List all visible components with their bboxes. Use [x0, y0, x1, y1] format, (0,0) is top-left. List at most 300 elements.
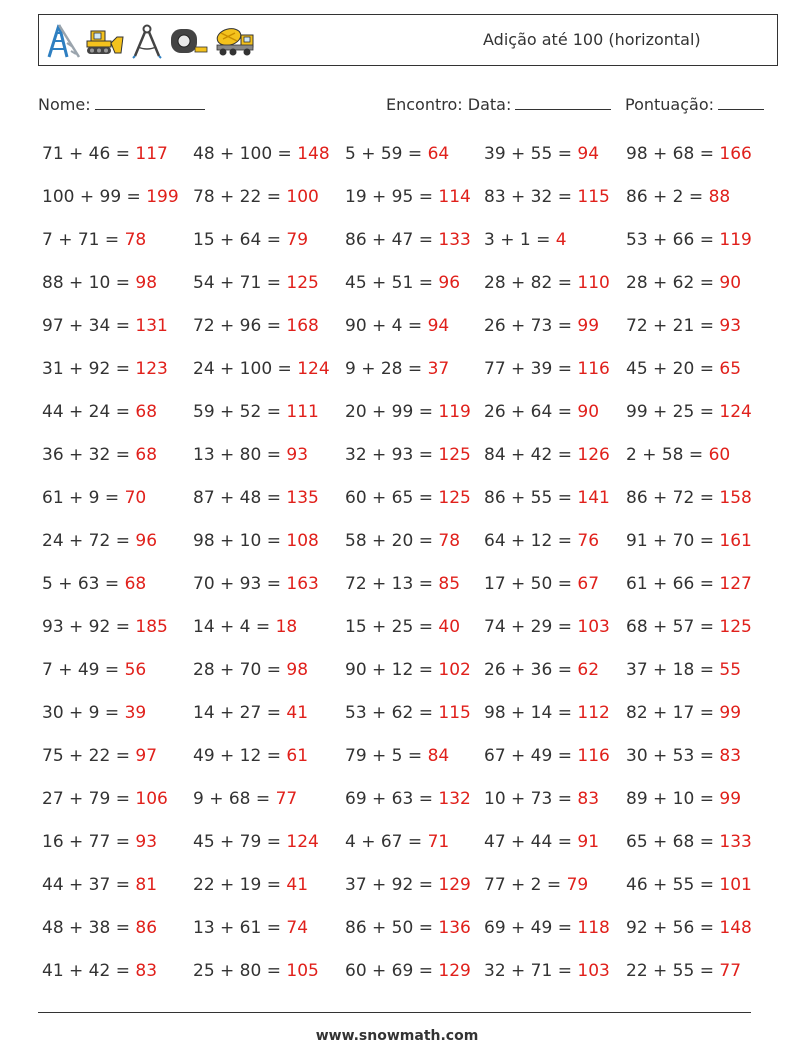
- problem-answer: 106: [135, 789, 168, 809]
- problem-item: [484, 262, 610, 305]
- problem-expression: 72 + 13 =: [345, 574, 433, 594]
- problem-row: [42, 950, 772, 993]
- problem-answer: 124: [297, 359, 330, 379]
- problem-answer: 68: [135, 445, 158, 465]
- icon-strip: [45, 21, 257, 61]
- problem-item: [626, 606, 752, 649]
- problem-item: [42, 434, 157, 477]
- problem-expression: 64 + 12 =: [484, 531, 572, 551]
- problem-item: [345, 821, 449, 864]
- problem-item: [626, 520, 752, 563]
- problem-expression: 37 + 92 =: [345, 875, 433, 895]
- header-box: [38, 14, 778, 66]
- problem-answer: 85: [438, 574, 461, 594]
- problem-item: [193, 133, 330, 176]
- problem-row: [42, 907, 772, 950]
- problem-answer: 103: [577, 961, 610, 981]
- problem-item: [193, 735, 308, 778]
- problem-item: [626, 348, 741, 391]
- problem-row: [42, 735, 772, 778]
- problem-answer: 94: [577, 144, 600, 164]
- problem-item: [193, 649, 308, 692]
- problem-expression: 86 + 72 =: [626, 488, 714, 508]
- problem-expression: 32 + 93 =: [345, 445, 433, 465]
- problem-expression: 61 + 9 =: [42, 488, 120, 508]
- problem-answer: 123: [135, 359, 168, 379]
- problem-item: [626, 864, 752, 907]
- problem-item: [484, 520, 599, 563]
- problem-item: [626, 391, 752, 434]
- problem-answer: 62: [577, 660, 600, 680]
- problem-answer: 168: [286, 316, 319, 336]
- problem-answer: 100: [286, 187, 319, 207]
- problem-answer: 105: [286, 961, 319, 981]
- problem-answer: 129: [438, 875, 471, 895]
- problem-answer: 78: [438, 531, 461, 551]
- problem-row: [42, 348, 772, 391]
- problem-expression: 13 + 80 =: [193, 445, 281, 465]
- problem-item: [626, 305, 741, 348]
- problem-expression: 9 + 28 =: [345, 359, 423, 379]
- problem-item: [484, 778, 599, 821]
- problem-answer: 98: [135, 273, 158, 293]
- problem-item: [484, 864, 588, 907]
- problem-item: [345, 950, 471, 993]
- problem-expression: 26 + 36 =: [484, 660, 572, 680]
- problem-item: [345, 606, 460, 649]
- problem-answer: 71: [427, 832, 450, 852]
- problem-item: [42, 348, 168, 391]
- problem-answer: 108: [286, 531, 319, 551]
- problem-expression: 70 + 93 =: [193, 574, 281, 594]
- problem-answer: 91: [577, 832, 600, 852]
- problem-answer: 41: [286, 703, 309, 723]
- problem-answer: 125: [719, 617, 752, 637]
- problem-answer: 110: [577, 273, 610, 293]
- problem-answer: 93: [719, 316, 742, 336]
- problem-expression: 100 + 99 =: [42, 187, 141, 207]
- problem-expression: 14 + 27 =: [193, 703, 281, 723]
- problem-expression: 93 + 92 =: [42, 617, 130, 637]
- problem-expression: 36 + 32 =: [42, 445, 130, 465]
- problem-item: [193, 606, 297, 649]
- problem-expression: 7 + 49 =: [42, 660, 120, 680]
- problem-answer: 125: [286, 273, 319, 293]
- problem-item: [42, 821, 157, 864]
- problem-expression: 10 + 73 =: [484, 789, 572, 809]
- problem-answer: 79: [286, 230, 309, 250]
- problem-expression: 88 + 10 =: [42, 273, 130, 293]
- problem-expression: 15 + 25 =: [345, 617, 433, 637]
- problem-answer: 127: [719, 574, 752, 594]
- problem-answer: 129: [438, 961, 471, 981]
- problem-answer: 199: [146, 187, 179, 207]
- problem-expression: 44 + 37 =: [42, 875, 130, 895]
- problem-answer: 158: [719, 488, 752, 508]
- problem-expression: 14 + 4 =: [193, 617, 271, 637]
- problem-item: [345, 649, 471, 692]
- problem-item: [345, 563, 460, 606]
- problem-answer: 61: [286, 746, 309, 766]
- footer-divider: [38, 1012, 751, 1013]
- problem-expression: 83 + 32 =: [484, 187, 572, 207]
- problem-item: [42, 133, 168, 176]
- problem-expression: 98 + 10 =: [193, 531, 281, 551]
- problem-expression: 86 + 50 =: [345, 918, 433, 938]
- score-field: [625, 93, 764, 115]
- problem-expression: 41 + 42 =: [42, 961, 130, 981]
- problem-item: [345, 133, 449, 176]
- problem-expression: 58 + 20 =: [345, 531, 433, 551]
- problem-answer: 78: [124, 230, 147, 250]
- problem-item: [626, 821, 752, 864]
- problem-answer: 55: [719, 660, 742, 680]
- problem-row: [42, 821, 772, 864]
- problem-item: [345, 864, 471, 907]
- problem-answer: 116: [577, 746, 610, 766]
- problem-item: [42, 219, 146, 262]
- problem-item: [193, 520, 319, 563]
- problem-expression: 13 + 61 =: [193, 918, 281, 938]
- problem-expression: 60 + 69 =: [345, 961, 433, 981]
- problem-expression: 68 + 57 =: [626, 617, 714, 637]
- problem-answer: 124: [719, 402, 752, 422]
- name-label: Nome:: [38, 95, 91, 114]
- problem-item: [626, 219, 752, 262]
- problem-answer: 133: [438, 230, 471, 250]
- problem-item: [345, 176, 471, 219]
- problem-answer: 161: [719, 531, 752, 551]
- problem-item: [42, 477, 146, 520]
- problem-expression: 37 + 18 =: [626, 660, 714, 680]
- problem-answer: 101: [719, 875, 752, 895]
- bulldozer-icon: [85, 23, 125, 59]
- problem-answer: 136: [438, 918, 471, 938]
- problem-expression: 82 + 17 =: [626, 703, 714, 723]
- problem-expression: 59 + 52 =: [193, 402, 281, 422]
- problem-expression: 24 + 100 =: [193, 359, 292, 379]
- problem-answer: 79: [566, 875, 589, 895]
- problem-expression: 24 + 72 =: [42, 531, 130, 551]
- problem-answer: 163: [286, 574, 319, 594]
- problem-answer: 4: [555, 230, 567, 250]
- problem-item: [484, 649, 599, 692]
- problem-answer: 133: [719, 832, 752, 852]
- problem-row: [42, 434, 772, 477]
- problem-item: [484, 907, 610, 950]
- problem-expression: 89 + 10 =: [626, 789, 714, 809]
- problem-item: [193, 305, 319, 348]
- problem-item: [193, 864, 308, 907]
- problem-item: [484, 950, 610, 993]
- problem-expression: 69 + 49 =: [484, 918, 572, 938]
- problem-expression: 91 + 70 =: [626, 531, 714, 551]
- cement-mixer-truck-icon: [213, 23, 257, 59]
- problem-item: [193, 778, 297, 821]
- problem-expression: 90 + 4 =: [345, 316, 423, 336]
- problem-item: [345, 305, 449, 348]
- problem-answer: 40: [438, 617, 461, 637]
- problem-expression: 90 + 12 =: [345, 660, 433, 680]
- problem-item: [193, 219, 308, 262]
- problem-answer: 93: [286, 445, 309, 465]
- problem-answer: 112: [577, 703, 610, 723]
- problem-expression: 71 + 46 =: [42, 144, 130, 164]
- problem-answer: 90: [719, 273, 742, 293]
- problem-row: [42, 477, 772, 520]
- problem-answer: 102: [438, 660, 471, 680]
- problem-item: [42, 907, 157, 950]
- problem-answer: 84: [427, 746, 450, 766]
- problem-item: [484, 606, 610, 649]
- problem-answer: 74: [286, 918, 309, 938]
- problem-expression: 19 + 95 =: [345, 187, 433, 207]
- name-field: [38, 93, 205, 115]
- problem-item: [42, 649, 146, 692]
- problem-answer: 83: [577, 789, 600, 809]
- problem-item: [42, 692, 146, 735]
- problem-item: [345, 735, 449, 778]
- problem-expression: 84 + 42 =: [484, 445, 572, 465]
- problem-item: [193, 262, 319, 305]
- problem-item: [626, 778, 741, 821]
- problem-answer: 125: [438, 445, 471, 465]
- problem-item: [484, 133, 599, 176]
- meeting-date-field: [386, 93, 611, 115]
- problem-answer: 119: [438, 402, 471, 422]
- problem-expression: 45 + 51 =: [345, 273, 433, 293]
- problem-item: [42, 735, 157, 778]
- problem-answer: 37: [427, 359, 450, 379]
- problem-row: [42, 219, 772, 262]
- problem-item: [626, 262, 741, 305]
- problem-item: [345, 907, 471, 950]
- problem-row: [42, 520, 772, 563]
- problem-item: [193, 348, 330, 391]
- problem-item: [42, 520, 157, 563]
- problem-answer: 77: [719, 961, 742, 981]
- problem-item: [42, 778, 168, 821]
- problem-expression: 26 + 64 =: [484, 402, 572, 422]
- problem-expression: 28 + 62 =: [626, 273, 714, 293]
- problem-row: [42, 606, 772, 649]
- problem-item: [484, 692, 610, 735]
- problem-answer: 83: [719, 746, 742, 766]
- problem-answer: 131: [135, 316, 168, 336]
- problem-expression: 74 + 29 =: [484, 617, 572, 637]
- problem-answer: 114: [438, 187, 471, 207]
- problem-answer: 185: [135, 617, 168, 637]
- problem-answer: 99: [719, 703, 742, 723]
- problem-item: [193, 950, 319, 993]
- drafting-compass-icon: [129, 23, 165, 59]
- problem-answer: 68: [124, 574, 147, 594]
- problem-row: [42, 649, 772, 692]
- score-line: [718, 93, 764, 110]
- problem-expression: 5 + 59 =: [345, 144, 423, 164]
- problem-expression: 60 + 65 =: [345, 488, 433, 508]
- problem-answer: 77: [275, 789, 298, 809]
- problem-item: [484, 735, 610, 778]
- problem-row: [42, 133, 772, 176]
- problem-answer: 97: [135, 746, 158, 766]
- problem-expression: 92 + 56 =: [626, 918, 714, 938]
- problem-answer: 166: [719, 144, 752, 164]
- problem-answer: 125: [438, 488, 471, 508]
- problem-answer: 70: [124, 488, 147, 508]
- problem-expression: 75 + 22 =: [42, 746, 130, 766]
- problem-expression: 98 + 68 =: [626, 144, 714, 164]
- problem-item: [345, 219, 471, 262]
- problem-row: [42, 305, 772, 348]
- problem-item: [193, 434, 308, 477]
- problem-expression: 30 + 53 =: [626, 746, 714, 766]
- problem-item: [42, 563, 146, 606]
- problem-item: [484, 477, 610, 520]
- problem-answer: 119: [719, 230, 752, 250]
- problem-answer: 99: [577, 316, 600, 336]
- problem-answer: 124: [286, 832, 319, 852]
- problem-item: [626, 735, 741, 778]
- problem-expression: 2 + 58 =: [626, 445, 704, 465]
- problem-expression: 46 + 55 =: [626, 875, 714, 895]
- score-label: Pontuação:: [625, 95, 715, 114]
- problem-answer: 126: [577, 445, 610, 465]
- problem-item: [193, 821, 319, 864]
- problem-expression: 3 + 1 =: [484, 230, 551, 250]
- problem-item: [193, 692, 308, 735]
- problem-item: [193, 176, 319, 219]
- problem-expression: 99 + 25 =: [626, 402, 714, 422]
- problem-item: [484, 348, 610, 391]
- problem-item: [626, 950, 741, 993]
- problem-answer: 94: [427, 316, 450, 336]
- problem-expression: 54 + 71 =: [193, 273, 281, 293]
- problem-expression: 15 + 64 =: [193, 230, 281, 250]
- problem-answer: 93: [135, 832, 158, 852]
- problem-answer: 135: [286, 488, 319, 508]
- problem-answer: 67: [577, 574, 600, 594]
- problem-item: [345, 434, 471, 477]
- problem-answer: 68: [135, 402, 158, 422]
- footer-url: www.snowmath.com: [315, 1028, 479, 1044]
- problem-expression: 31 + 92 =: [42, 359, 130, 379]
- problem-expression: 72 + 96 =: [193, 316, 281, 336]
- problem-expression: 67 + 49 =: [484, 746, 572, 766]
- problem-expression: 28 + 70 =: [193, 660, 281, 680]
- problem-expression: 86 + 55 =: [484, 488, 572, 508]
- problem-item: [484, 176, 610, 219]
- problem-expression: 44 + 24 =: [42, 402, 130, 422]
- problem-answer: 81: [135, 875, 158, 895]
- problem-expression: 48 + 100 =: [193, 144, 292, 164]
- worksheet-title: Adição até 100 (horizontal): [483, 30, 701, 49]
- problem-expression: 79 + 5 =: [345, 746, 423, 766]
- problem-expression: 65 + 68 =: [626, 832, 714, 852]
- problem-answer: 86: [135, 918, 158, 938]
- problem-expression: 69 + 63 =: [345, 789, 433, 809]
- problem-answer: 148: [719, 918, 752, 938]
- problem-item: [626, 563, 752, 606]
- problem-expression: 30 + 9 =: [42, 703, 120, 723]
- problem-item: [626, 176, 730, 219]
- problem-expression: 9 + 68 =: [193, 789, 271, 809]
- problem-answer: 99: [719, 789, 742, 809]
- problem-expression: 22 + 55 =: [626, 961, 714, 981]
- date-line: [515, 93, 611, 110]
- problem-answer: 41: [286, 875, 309, 895]
- problem-expression: 86 + 2 =: [626, 187, 704, 207]
- problem-answer: 118: [577, 918, 610, 938]
- problem-item: [42, 864, 157, 907]
- problem-expression: 61 + 66 =: [626, 574, 714, 594]
- problem-item: [345, 477, 471, 520]
- problem-expression: 25 + 80 =: [193, 961, 281, 981]
- problem-expression: 53 + 66 =: [626, 230, 714, 250]
- problem-item: [193, 477, 319, 520]
- problem-item: [42, 262, 157, 305]
- problem-row: [42, 262, 772, 305]
- problem-row: [42, 778, 772, 821]
- problem-item: [42, 305, 168, 348]
- problem-expression: 17 + 50 =: [484, 574, 572, 594]
- problem-item: [626, 649, 741, 692]
- problem-expression: 16 + 77 =: [42, 832, 130, 852]
- problem-expression: 26 + 73 =: [484, 316, 572, 336]
- problem-answer: 90: [577, 402, 600, 422]
- problem-item: [345, 391, 471, 434]
- problem-item: [626, 692, 741, 735]
- problem-expression: 72 + 21 =: [626, 316, 714, 336]
- problem-expression: 39 + 55 =: [484, 144, 572, 164]
- problem-answer: 103: [577, 617, 610, 637]
- problem-item: [42, 176, 179, 219]
- problem-answer: 96: [438, 273, 461, 293]
- problem-expression: 48 + 38 =: [42, 918, 130, 938]
- problem-item: [42, 950, 157, 993]
- problem-answer: 141: [577, 488, 610, 508]
- problem-expression: 86 + 47 =: [345, 230, 433, 250]
- name-line: [95, 93, 205, 110]
- problem-expression: 53 + 62 =: [345, 703, 433, 723]
- problem-answer: 88: [708, 187, 731, 207]
- problem-answer: 132: [438, 789, 471, 809]
- problem-item: [484, 821, 599, 864]
- problem-answer: 148: [297, 144, 330, 164]
- problem-row: [42, 391, 772, 434]
- problem-answer: 117: [135, 144, 168, 164]
- problem-expression: 27 + 79 =: [42, 789, 130, 809]
- problem-expression: 98 + 14 =: [484, 703, 572, 723]
- problem-item: [345, 778, 471, 821]
- problem-row: [42, 692, 772, 735]
- problem-expression: 77 + 39 =: [484, 359, 572, 379]
- problem-item: [345, 692, 471, 735]
- problem-answer: 65: [719, 359, 742, 379]
- ladder-icon: [45, 23, 81, 59]
- tape-measure-icon: [169, 23, 209, 59]
- problem-item: [42, 606, 168, 649]
- problem-item: [626, 907, 752, 950]
- problem-row: [42, 176, 772, 219]
- problem-expression: 49 + 12 =: [193, 746, 281, 766]
- problem-item: [345, 262, 460, 305]
- problem-item: [484, 305, 599, 348]
- problem-expression: 78 + 22 =: [193, 187, 281, 207]
- problem-expression: 7 + 71 =: [42, 230, 120, 250]
- problem-row: [42, 864, 772, 907]
- problem-answer: 96: [135, 531, 158, 551]
